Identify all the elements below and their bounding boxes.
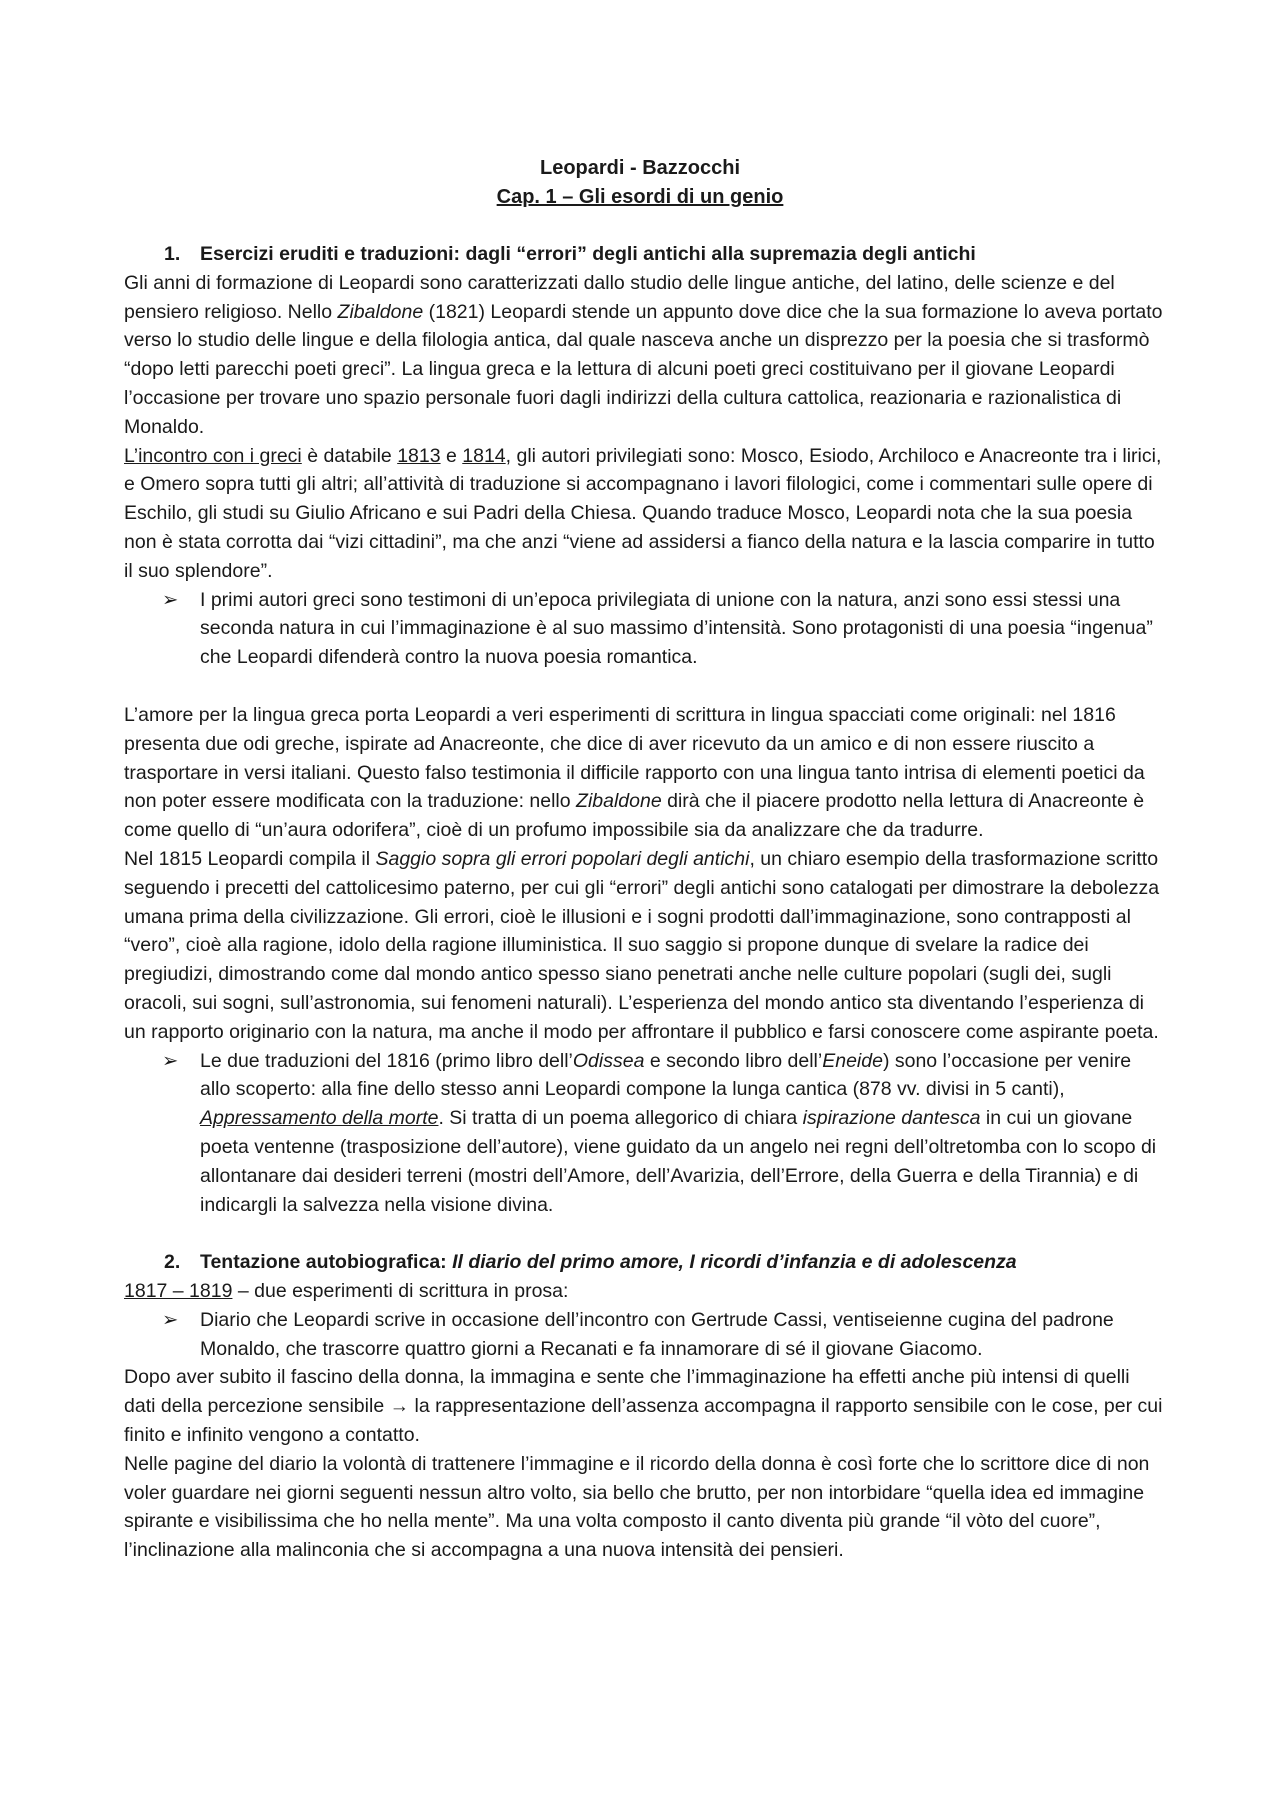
arrow-bullet-icon: ➢: [162, 588, 179, 611]
section-2-number: 2.: [164, 1251, 181, 1274]
paragraph: Gli anni di formazione di Leopardi sono caratterizzati dallo studio delle lingue antiche, del latino, delle scienze e del pensiero religioso. Nello Zibaldone (1821) Leopardi stende un appunto dove dice che la sua formazione lo aveva portato verso lo studio delle lingue e della filologia antica, dal quale nasceva anche un disprezzo per la poesia che si trasformò “dopo letti parecchi poeti greci”. La lingua greca e la lettura di alcuni poeti greci costituivano per il giovane Leopardi l’occasione per trovare uno spazio personale fuori dagli indirizzi della cultura cattolica, reazionaria e razionalistica di Monaldo.: [124, 271, 1163, 438]
section-1-title: Esercizi eruditi e traduzioni: dagli “errori” degli antichi alla supremazia degli antichi: [200, 243, 976, 265]
bullet-item: ➢ Le due traduzioni del 1816 (primo libro dell’Odissea e secondo libro dell’Eneide) sono l’occasione per venire allo scoperto: alla fine dello stesso anni Leopardi compone la lunga cantica (878 vv. divisi in 5 canti), Appressamento della morte. Si tratta di un poema allegorico di chiara ispirazione dantesca in cui un giovane poeta ventenne (trasposizione dell’autore), viene guidato da un angelo nei regni dell’oltretomba con lo scopo di allontanare dai desideri terreni (mostri dell’Amore, dell’Avarizia, dell’Errore, della Guerra e della Tirannia) e di indicargli la salvezza nella visione divina.: [124, 1047, 1166, 1220]
paragraph: L’amore per la lingua greca porta Leopardi a veri esperimenti di scrittura in lingua spacciati come originali: nel 1816 presenta due odi greche, ispirate ad Anacreonte, che dice di aver ricevuto da un amico e di non essere riuscito a trasportare in versi italiani. Questo falso testimonia il difficile rapporto con una lingua tanto intrisa di elementi poetici da non poter essere modificata con la traduzione: nello Zibaldone dirà che il piacere prodotto nella lettura di Anacreonte è come quello di “un’aura odorifera”, cioè di un profumo impossibile sia da analizzare che da tradurre.: [124, 703, 1145, 842]
section-1-number: 1.: [164, 243, 181, 265]
paragraph: L’incontro con i greci è databile 1813 e 1814, gli autori privilegiati sono: Mosco, Esiodo, Archiloco e Anacreonte tra i lirici, e Omero sopra tutti gli altri; all’attività di traduzione si accompagnano i lavori filologici, come i commentari sulle opere di Eschilo, gli studi su Giulio Africano e sui Padri della Chiesa. Quando traduce Mosco, Leopardi nota che la sua poesia non è stata corrotta dai “vizi cittadini”, ma che anzi “viene ad assidersi a fianco della natura e la lascia comparire in tutto il suo splendore”.: [124, 444, 1162, 582]
paragraph: Nel 1815 Leopardi compila il Saggio sopra gli errori popolari degli antichi, un chiaro esempio della trasformazione scritto seguendo i precetti del cattolicesimo paterno, per cui gli “errori” degli antichi sono catalogati per dimostrare la debolezza umana prima della civilizzazione. Gli errori, cioè le illusioni e i sogni prodotti dall’immaginazione, sono contrapposti al “vero”, cioè alla ragione, idolo della ragione illuministica. Il suo saggio si propone dunque di svelare la radice dei pregiudizi, dimostrando come dal mondo antico spesso siano penetrati anche nelle culture popolari (sugli dei, sugli oracoli, sui sogni, sull’astronomia, sui fenomeni naturali). L’esperienza del mondo antico sta diventando l’esperienza di un rapporto originario con la natura, ma anche il modo per affrontare il pubblico e farsi conoscere come aspirante poeta.: [124, 847, 1160, 1043]
section-1-heading: [164, 240, 1166, 269]
paragraph: Dopo aver subito il fascino della donna, la immagina e sente che l’immaginazione ha effetti anche più intensi di quelli dati della percezione sensibile → la rappresentazione dell’assenza accompagna il rapporto sensibile con le cose, per cui finito e infinito vengono a contatto.: [124, 1366, 1163, 1447]
arrow-bullet-icon: ➢: [162, 1049, 179, 1072]
arrow-bullet-icon: ➢: [162, 1308, 179, 1331]
right-arrow-icon: →: [389, 1395, 410, 1418]
bullet-item: ➢ Diario che Leopardi scrive in occasione dell’incontro con Gertrude Cassi, ventiseienne cugina del padrone Monaldo, che trascorre quattro giorni a Recanati e fa innamorare di sé il giovane Giacomo.: [124, 1306, 1166, 1364]
paragraph: Nelle pagine del diario la volontà di trattenere l’immagine e il ricordo della donna è così forte che lo scrittore dice di non voler guardare nei giorni seguenti nessun altro volto, sia bello che brutto, per non intorbidare “quella idea ed immagine spirante e visibilissima che ho nella mente”. Ma una volta composto il canto diventa più grande “il vòto del cuore”, l’inclinazione alla malinconia che si accompagna a una nuova intensità dei pensieri.: [124, 1452, 1150, 1562]
section-2-heading: 2. Tentazione autobiografica: Il diario del primo amore, I ricordi d’infanzia e di adolescenza: [164, 1248, 1166, 1277]
doc-title: Leopardi - Bazzocchi: [539, 157, 741, 179]
document-body: [124, 240, 1166, 1565]
paragraph: 1817 – 1819 – due esperimenti di scrittura in prosa:: [124, 1280, 569, 1303]
chapter-subtitle: Cap. 1 – Gli esordi di un genio: [496, 186, 784, 208]
bullet-item: ➢ I primi autori greci sono testimoni di un’epoca privilegiata di unione con la natura, anzi sono essi stessi una seconda natura in cui l’immaginazione è al suo massimo d’intensità. Sono protagonisti di una poesia “ingenua” che Leopardi difenderà contro la nuova poesia romantica.: [124, 586, 1166, 672]
title-block: [0, 154, 1280, 212]
